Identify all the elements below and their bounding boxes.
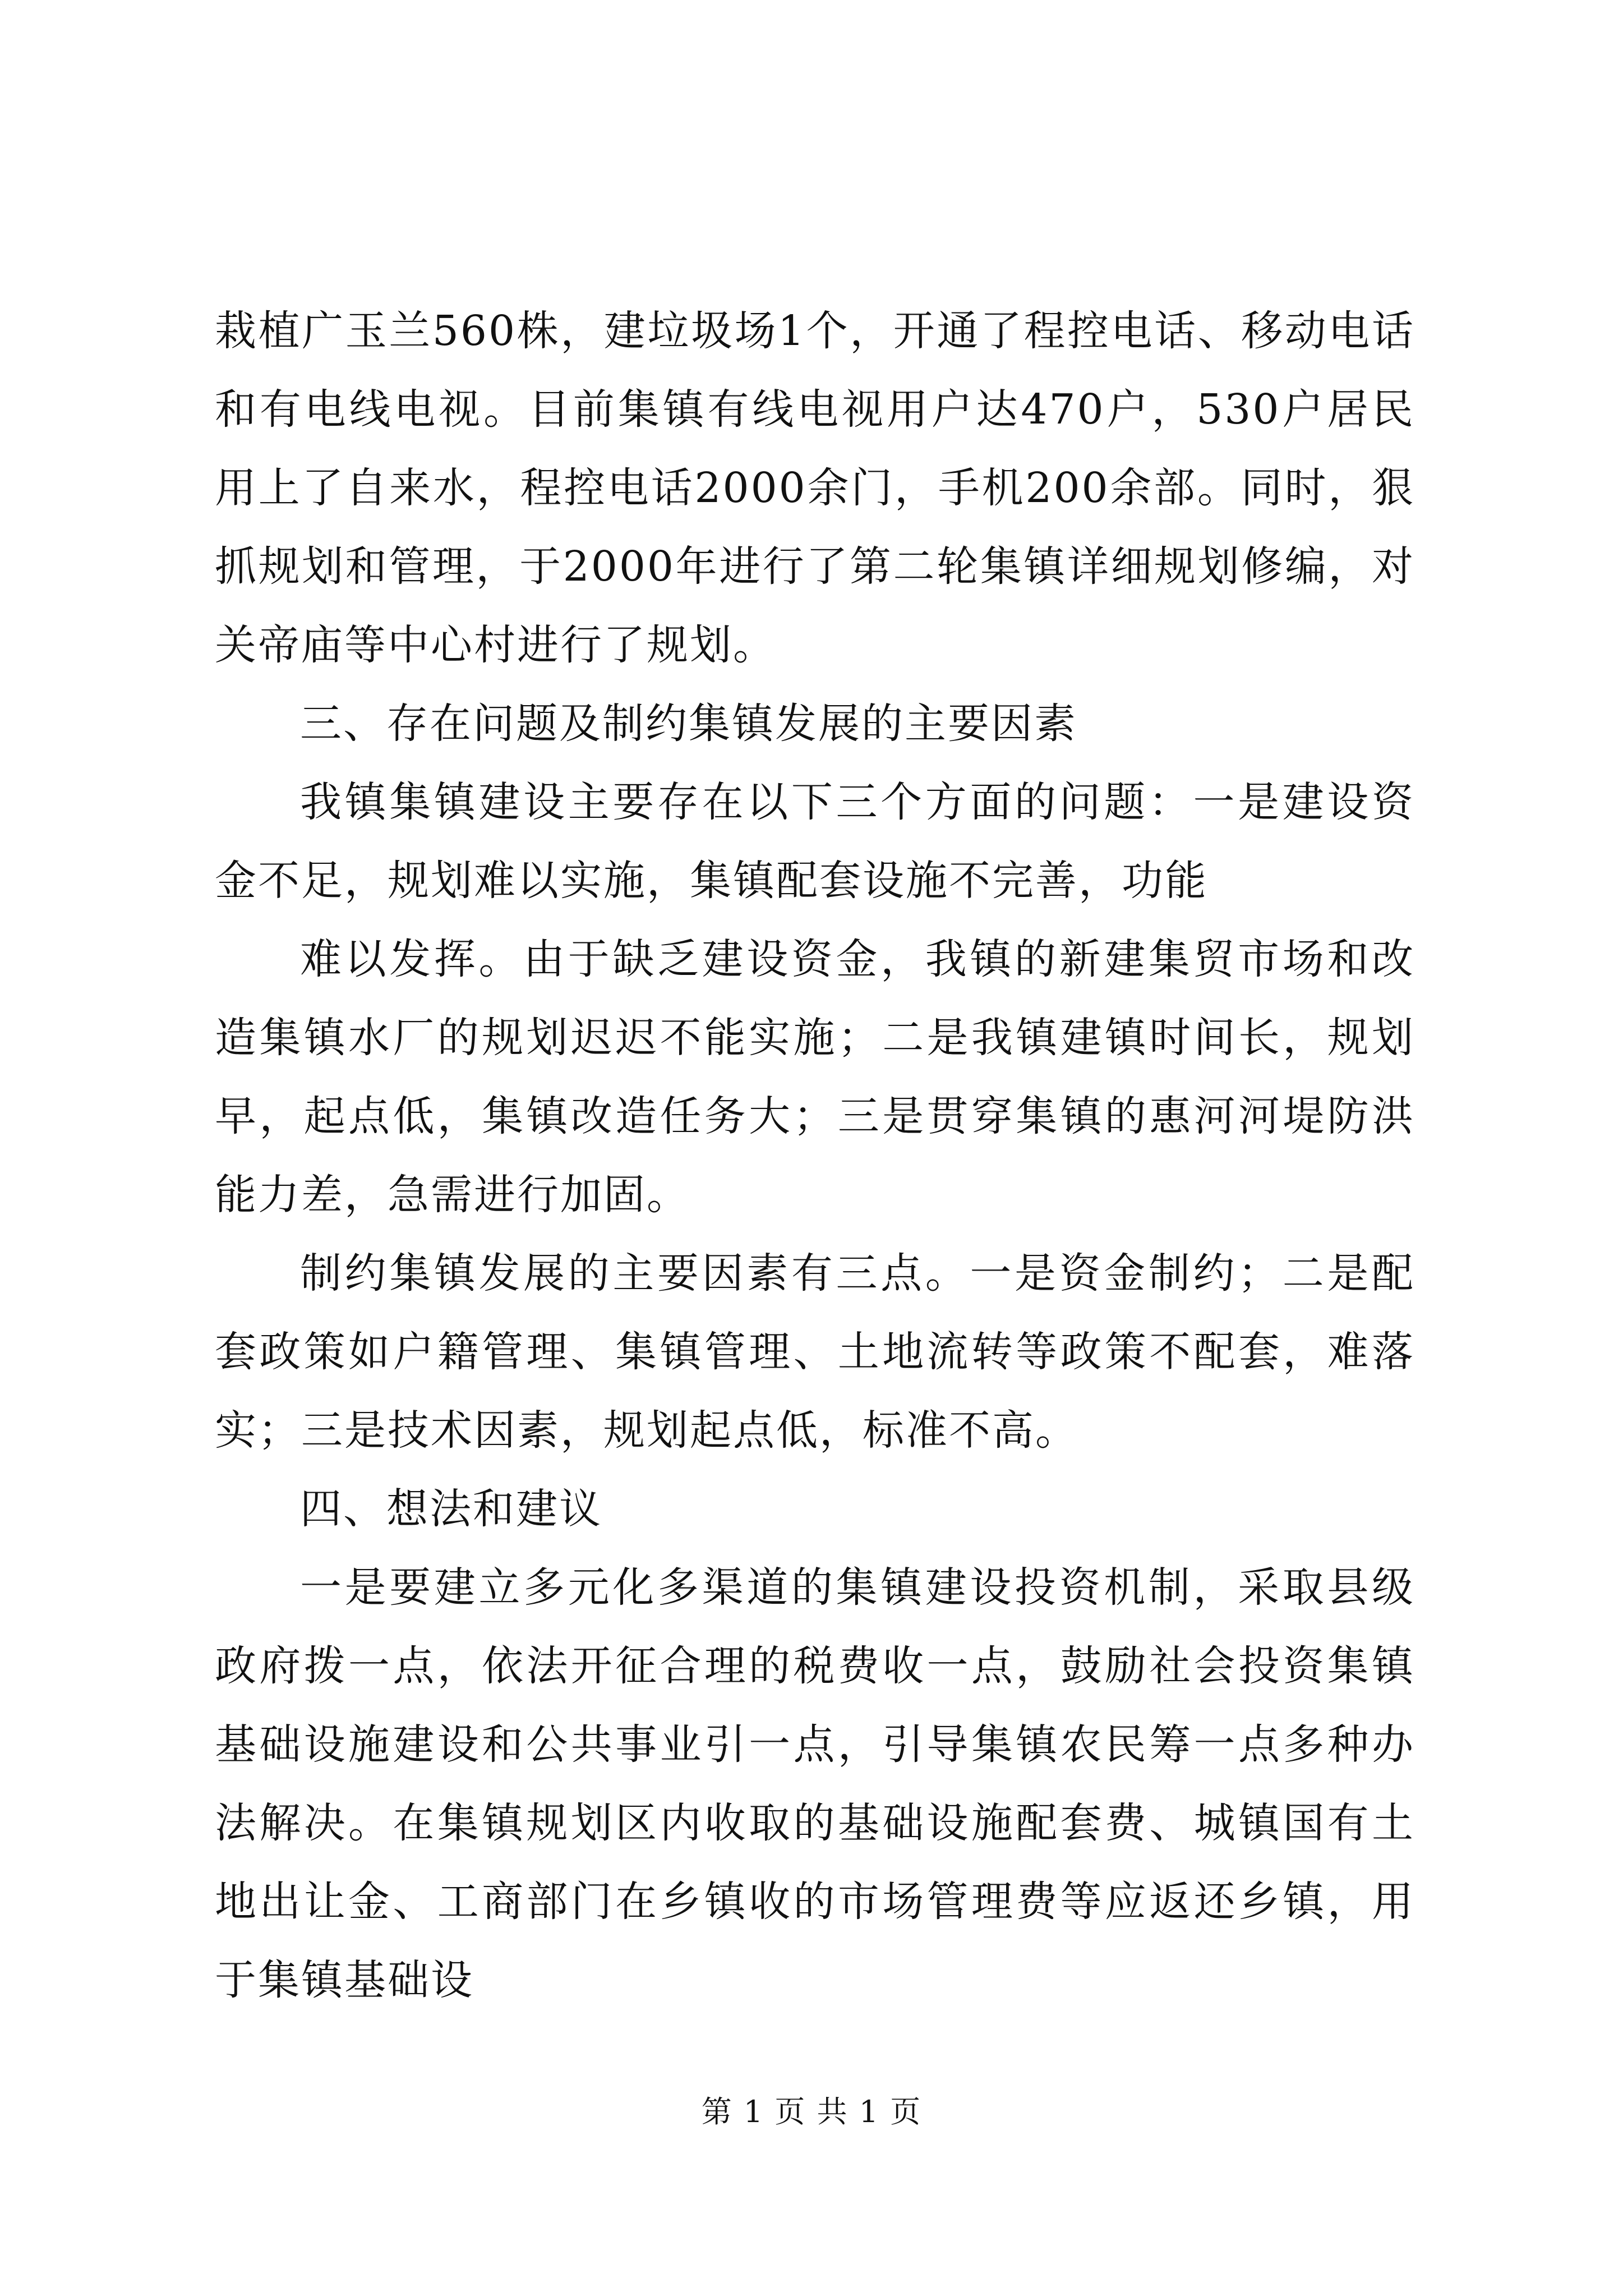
paragraph-problems: 我镇集镇建设主要存在以下三个方面的问题：一是建设资金不足，规划难以实施，集镇配套设施不完善，功能 <box>215 778 1415 905</box>
paragraph-suggestions: 一是要建立多元化多渠道的集镇建设投资机制，采取县级政府拨一点，依法开征合理的税费收一点，鼓励社会投资集镇基础设施建设和公共事业引一点，引导集镇农民筹一点多种办法解决。在集镇规划区内收取的基础设施配套费、城镇国有土地出让金、工商部门在乡镇收的市场管理费等应返还乡镇，用于集镇基础设 <box>215 1563 1415 2004</box>
page-footer: 第 1 页 共 1 页 <box>701 2094 922 2129</box>
paragraph-1: 栽植广玉兰560株，建垃圾场1个，开通了程控电话、移动电话和有电线电视。目前集镇有线电视用户达470户，530户居民用上了自来水，程控电话2000余门，手机200余部。同时，狠抓规划和管理，于2000年进行了第二轮集镇详细规划修编，对关帝庙等中心村进行了规划。 <box>215 307 1415 669</box>
document-body <box>215 292 1415 2019</box>
paragraph-factors: 制约集镇发展的主要因素有三点。一是资金制约；二是配套政策如户籍管理、集镇管理、土地流转等政策不配套，难落实；三是技术因素，规划起点低，标准不高。 <box>215 1249 1415 1455</box>
section-heading-3: 三、存在问题及制约集镇发展的主要因素 <box>300 700 1077 748</box>
paragraph-problems-cont: 难以发挥。由于缺乏建设资金，我镇的新建集贸市场和改造集镇水厂的规划迟迟不能实施；二是我镇建镇时间长，规划早，起点低，集镇改造任务大；三是贯穿集镇的惠河河堤防洪能力差，急需进行加固。 <box>215 935 1415 1219</box>
section-heading-4: 四、想法和建议 <box>300 1485 602 1533</box>
